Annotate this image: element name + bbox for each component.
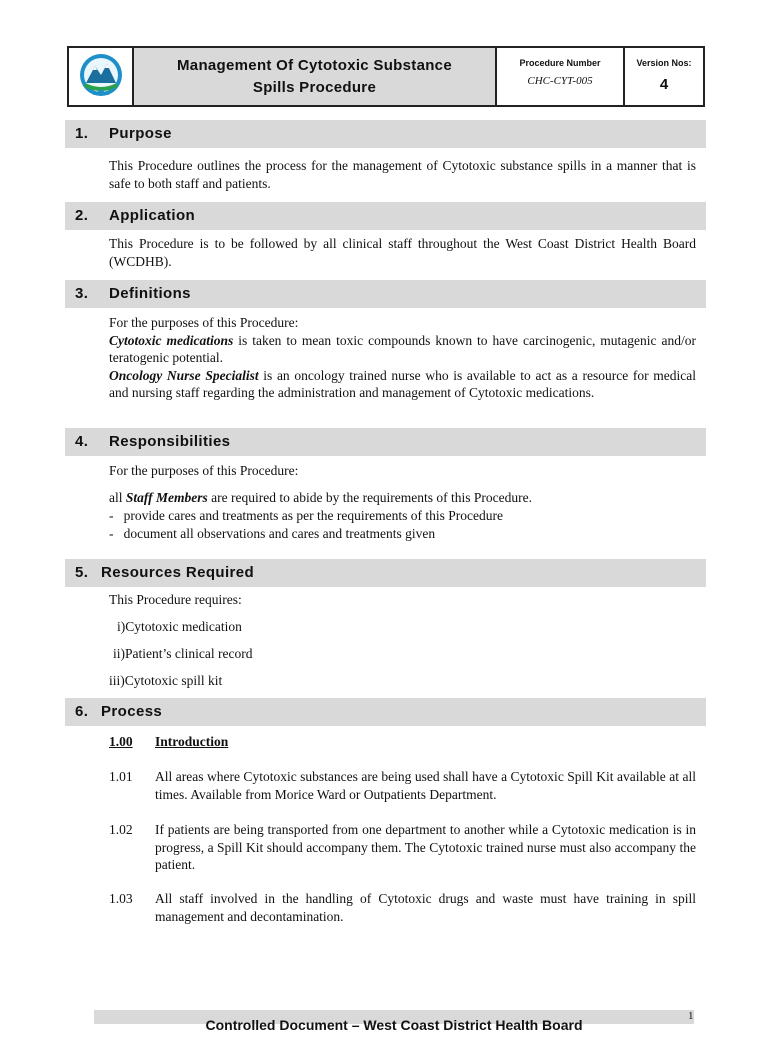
- procedure-number-cell: [497, 48, 625, 105]
- section-heading-definitions: [65, 280, 706, 308]
- lead-suffix: are required to abide by the requirements of this Procedure.: [207, 490, 533, 505]
- process-subsection-number: 1.00: [109, 734, 133, 749]
- page-number: 1: [688, 1010, 694, 1022]
- definition-cytotoxic-medications: [109, 332, 696, 367]
- step-number: 1.01: [109, 769, 133, 784]
- section-title: Responsibilities: [109, 433, 231, 450]
- step-number: 1.03: [109, 891, 133, 906]
- lead-prefix: all: [109, 490, 126, 505]
- version-label: Version Nos:: [636, 58, 692, 68]
- procedure-number-label: Procedure Number: [519, 58, 601, 68]
- section-heading-purpose: [65, 120, 706, 148]
- responsibility-bullet: - provide cares and treatments as per the requirements of this Procedure: [109, 508, 503, 523]
- wcdhb-logo-icon: [75, 51, 127, 103]
- responsibility-bullet: - document all observations and cares and treatments given: [109, 526, 436, 541]
- resource-item: i)Cytotoxic medication: [117, 619, 242, 634]
- section-title: Resources Required: [101, 564, 255, 581]
- lead-term: Staff Members: [125, 490, 208, 505]
- logo: [69, 48, 134, 105]
- document-title-line1: Management Of Cytotoxic Substance: [177, 56, 452, 74]
- section-number: 1.: [75, 125, 89, 142]
- section-heading-responsibilities: [65, 428, 706, 456]
- procedure-number-value: CHC-CYT-005: [527, 75, 593, 87]
- step-number: 1.02: [109, 822, 133, 837]
- definition-term: Oncology Nurse Specialist: [109, 367, 259, 383]
- section-number: 2.: [75, 207, 89, 224]
- document-title: [134, 48, 497, 105]
- process-subsection-title: Introduction: [155, 734, 229, 749]
- section-heading-process: [65, 698, 706, 726]
- section-title: Application: [109, 207, 196, 224]
- definitions-intro: For the purposes of this Procedure:: [109, 315, 299, 330]
- purpose-text: This Procedure outlines the process for the management of Cytotoxic substance spills in a manner that is safe to both staff and patients.: [109, 158, 696, 191]
- document-header: [67, 46, 705, 107]
- version-value: 4: [659, 76, 669, 93]
- section-number: 6.: [75, 703, 89, 720]
- definition-text: is an oncology trained nurse who is available to act as a resource for medical and nursing staff regarding the administration and management of Cytotoxic medications.: [109, 367, 696, 400]
- definition-text: is taken to mean toxic compounds known to have carcinogenic, mutagenic and/or teratogenic potential.: [109, 332, 696, 365]
- section-title: Definitions: [109, 285, 191, 302]
- section-heading-resources: [65, 559, 706, 587]
- section-title: Purpose: [109, 125, 172, 142]
- section-title: Process: [101, 703, 163, 720]
- section-number: 5.: [75, 564, 89, 581]
- section-number: 4.: [75, 433, 89, 450]
- section-heading-application: [65, 202, 706, 230]
- responsibilities-intro: For the purposes of this Procedure:: [109, 463, 299, 478]
- version-cell: [625, 48, 703, 105]
- section-number: 3.: [75, 285, 89, 302]
- step-text: All staff involved in the handling of Cytotoxic drugs and waste must have training in spill management and decontamination.: [155, 891, 696, 924]
- application-text: This Procedure is to be followed by all clinical staff throughout the West Coast District Health Board (WCDHB).: [109, 236, 696, 269]
- responsibilities-lead: [109, 489, 532, 506]
- resources-intro: This Procedure requires:: [109, 592, 242, 607]
- resource-item: ii)Patient’s clinical record: [113, 646, 253, 661]
- definition-oncology-nurse-specialist: [109, 367, 696, 402]
- resource-item: iii)Cytotoxic spill kit: [109, 673, 223, 688]
- step-text: All areas where Cytotoxic substances are being used shall have a Cytotoxic Spill Kit available at all times. Available from Morice Ward or Outpatients Department.: [155, 769, 696, 802]
- definitions-text: [109, 314, 696, 402]
- footer-text: Controlled Document – West Coast District Health Board: [205, 1017, 583, 1033]
- step-text: If patients are being transported from one department to another while a Cytotoxic medication is in progress, a Spill Kit should accompany them. The Cytotoxic trained nurse must also accompany the patient.: [155, 822, 696, 872]
- footer-banner: [94, 1010, 694, 1033]
- definition-term: Cytotoxic medications: [109, 332, 234, 348]
- document-title-line2: Spills Procedure: [252, 78, 377, 96]
